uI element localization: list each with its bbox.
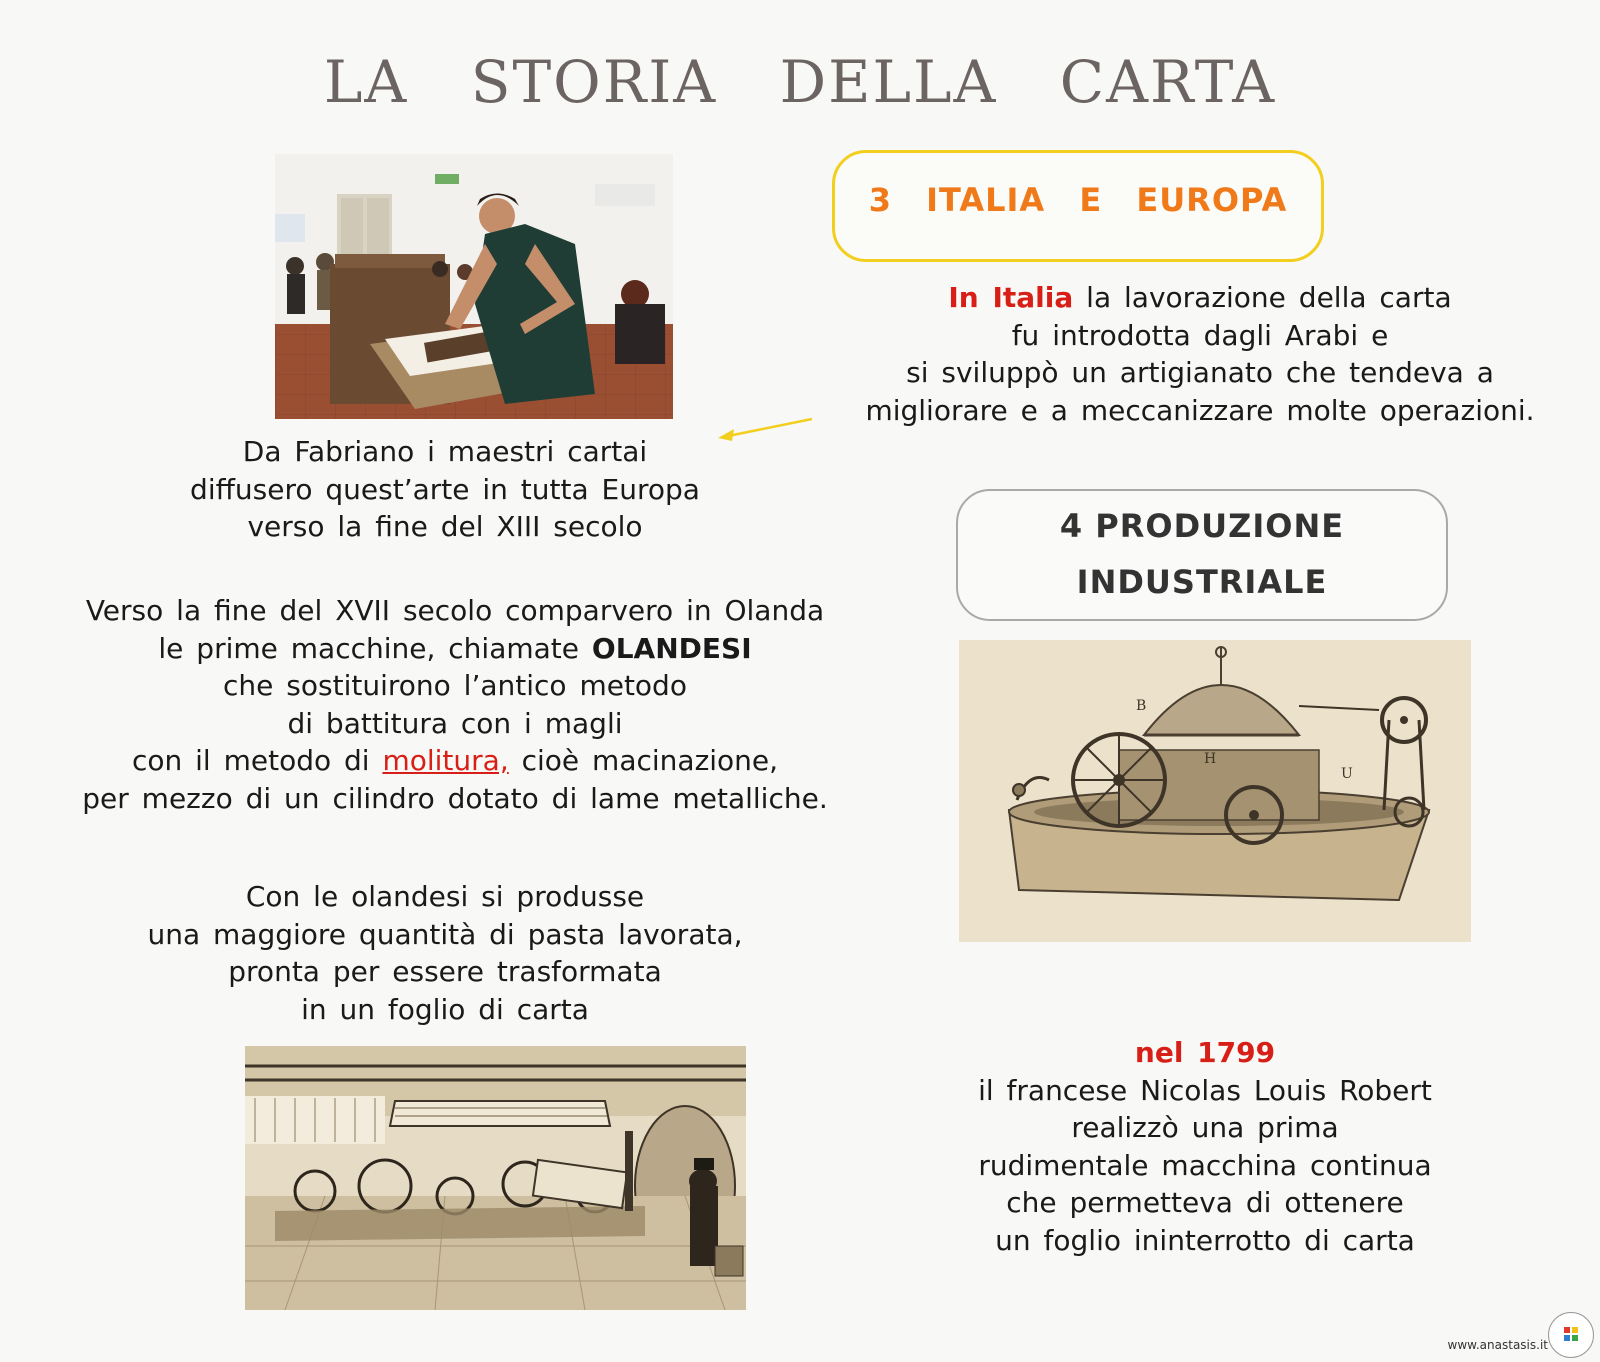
robert-paragraph <box>880 1034 1530 1259</box>
paper-mill-engraving <box>245 1046 746 1310</box>
fabriano-line-3: verso la fine del XIII secolo <box>247 510 643 543</box>
italia-line-2: fu introdotta dagli Arabi e <box>1011 318 1389 352</box>
olandesi-result-line-2: una maggiore quantità di pasta lavorata, <box>147 917 743 951</box>
italia-paragraph <box>810 279 1590 429</box>
olandesi-result-line-4: in un foglio di carta <box>301 992 589 1026</box>
supermappe-logo <box>1548 1312 1594 1358</box>
produzione-olandesi-paragraph <box>100 878 790 1028</box>
olandesi-line-3: che sostituirono l’antico metodo <box>223 669 687 702</box>
year-1799: nel 1799 <box>1134 1036 1276 1069</box>
italia-line-4: migliorare e a meccanizzare molte operazioni. <box>865 393 1535 427</box>
olandesi-term: OLANDESI <box>591 631 752 665</box>
section-3-box <box>832 150 1324 262</box>
robert-line-1: il francese Nicolas Louis Robert <box>978 1073 1432 1107</box>
section-4-title-line-1: 4 PRODUZIONE <box>1059 507 1345 545</box>
olandesi-line-5: con il metodo di <box>131 744 383 777</box>
italia-line-1: la lavorazione della carta <box>1073 281 1452 314</box>
italia-line-3: si sviluppò un artigianato che tendeva a <box>906 356 1494 389</box>
olandesi-result-line-1: Con le olandesi si produsse <box>245 880 645 913</box>
footer-website: www.anastasis.it <box>1447 1338 1548 1352</box>
robert-line-5: un foglio ininterrotto di carta <box>995 1223 1415 1257</box>
molitura-link[interactable]: molitura, <box>382 744 509 777</box>
olandesi-line-6: per mezzo di un cilindro dotato di lame metalliche. <box>82 781 828 815</box>
section-3-title: 3 ITALIA E EUROPA <box>868 181 1288 219</box>
machine-label-u: U <box>1341 766 1353 782</box>
machine-label-h: H <box>1204 751 1217 767</box>
fabriano-paragraph <box>100 433 790 546</box>
robert-line-3: rudimentale macchina continua <box>978 1148 1432 1182</box>
machine-label-b: B <box>1136 698 1147 714</box>
fabriano-line-1: Da Fabriano i maestri cartai <box>242 435 648 468</box>
page-title: LA STORIA DELLA CARTA <box>323 48 1277 116</box>
robert-line-4: che permetteva di ottenere <box>1006 1186 1404 1219</box>
in-italia-highlight: In Italia <box>948 281 1074 314</box>
olandesi-line-4: di battitura con i magli <box>287 706 623 740</box>
olandesi-line-1: Verso la fine del XVII secolo comparvero in Olanda <box>85 594 825 627</box>
olandesi-result-line-3: pronta per essere trasformata <box>228 955 662 988</box>
fabriano-line-2: diffusero quest’arte in tutta Europa <box>190 472 700 506</box>
papermaker-photo <box>275 154 673 419</box>
section-4-title-line-2: INDUSTRIALE <box>1076 563 1328 601</box>
olandesi-line-2: le prime macchine, chiamate <box>158 631 592 665</box>
hollander-machine-engraving <box>959 640 1471 942</box>
olandesi-paragraph <box>30 592 880 817</box>
robert-line-2: realizzò una prima <box>1071 1111 1339 1144</box>
olandesi-line-5-end: cioè macinazione, <box>508 744 779 777</box>
section-4-box <box>956 489 1448 621</box>
